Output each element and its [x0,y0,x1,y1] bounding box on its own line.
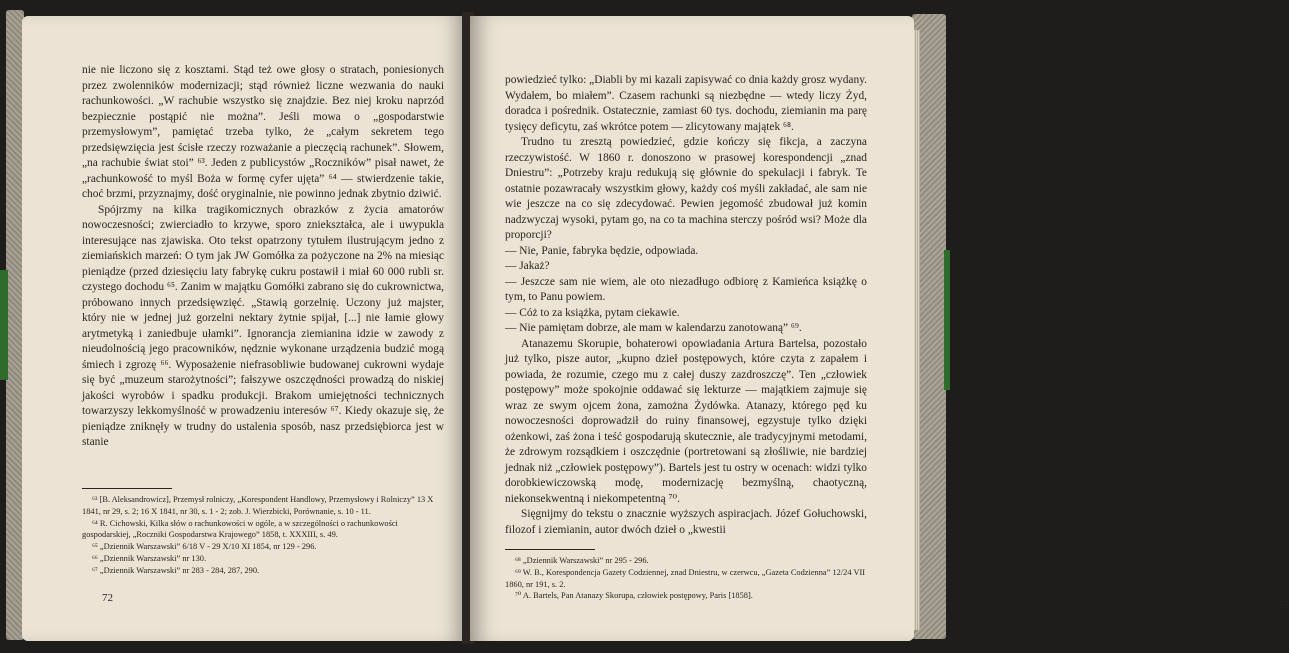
right-paragraph-2: Trudno tu zresztą powiedzieć, gdzie kończy się fikcja, a zaczyna rzeczywistość. W 1860 r. donoszono w prasowej korespondencji „znad Dniestru”: „Potrzeby kraju redukują się głównie do spekulacji i fabryk. Te ostatnie pozawracały wszystkim głowy, każdy coś myśli zakładać, ale sam nie wie jeszcze na co się zdecydować. Pewien jegomość zbudował już komin nadzwyczaj wysoki, pytam go, na co ta machina sterczy pośród wsi? Może dla proporcji? [505,136,867,241]
dialogue-line-2: — Jakaż? [505,260,550,272]
footnote-69: ⁶⁹ W. B., Korespondencja Gazety Codziennej, znad Dniestru, w czerwcu, „Gazeta Codzienna” 12/24 VII 1860, nr 191, s. 2. [505,567,866,589]
left-page-body [82,63,444,451]
background-green-strip-right [944,250,950,390]
footnote-divider [82,488,172,489]
right-footnotes [505,555,867,602]
left-paragraph-2: Spójrzmy na kilka tragikomicznych obrazków z życia amatorów nowoczesności; zwierciadło to krzywe, sporo zniekształca, ale i uwypukla interesujące nas zjawiska. Oto tekst opatrzony tytułem ilustrującym jedno z ziemiańskich marzeń: O tym jak JW Gomółka za pożyczone na 2% na miesiąc pieniądze (przed dziesięciu laty fabrykę cukru postawił i miał 60 000 rubli sr. czystego dochodu ⁶⁵. Zanim w majątku Gomółki zabrano się do cukrownictwa, próbowano innych przedsięwzięć. „Stawią gorzelnię. Uczony już majster, który nie w jednej już gorzelni nektary żytnie spijał, [...] nie łamie głowy arytmetyką i zaniedbuje ułamki”. Ignorancja ziemianina idzie w zawody z nieudolnością jego pracowników, nędznie wykonane urządzenia budzić mogą śmiech i zgrozę ⁶⁶. Wyposażenie niefrasobliwie budowanej cukrowni wydaje się być „muzeum starożytności”; fałszywe oszczędności prowadzą do niskiej jakości wyrobów i spadku produkcji. Brakom umiejętności technicznych towarzyszy lekkomyślność w prowadzeniu interesów ⁶⁷. Kiedy okazuje się, że pieniądze zniknęły w trudny do ustalenia sposób, nasz przedsiębiorca jest w stanie [82,203,444,448]
right-page-body [505,73,867,538]
left-page [22,16,466,641]
left-paragraph-1: nie nie liczono się z kosztami. Stąd też owe głosy o stratach, poniesionych przez zwolenników modernizacji; stąd również liczne wezwania do nauki rachunkowości. „W rachubie wszystko się znajdzie. Bez niej kroku naprzód bezpiecznie postąpić nie można”. Jeśli mowa o „gospodarstwie przemysłowym”, pamiętać trzeba tylko, że „całym sekretem tego przedsięwzięcia jest ścisłe rzeczy rozważanie a pieczęcią rachunek”. Słowem, „na rachubie świat stoi” ⁶³. Jeden z publicystów „Roczników” pisał nawet, że „rachunkowość to myśl Boża w formę cyfer ujęta” ⁶⁴ — stwierdzenie takie, choć brzmi, przyznajmy, dość oryginalnie, nie powinno jednak zbytnio dziwić. [82,64,444,200]
footnote-68: ⁶⁸ „Dziennik Warszawski” nr 295 - 296. [515,556,649,565]
footnote-divider-right [505,549,595,550]
right-paragraph-3: Atanazemu Skorupie, bohaterowi opowiadania Artura Bartelsa, pozostało już tylko, pisze autor, „kupno dzieł postępowych, które czyta z zapałem i powiada, że rozumie, czego mu z całej duszy zazdroszczę”. Ten „człowiek postępowy” może spokojnie oddawać się lekturze — majątkiem zajmuje się wraz ze swym ojcem żona, zamożna Żydówka. Atanazy, którego pęd ku nowoczesności doprowadził do ruiny finansowej, egzystuje tylko dzięki ożenkowi, zaś żona i teść gospodarują skutecznie, ale tradycyjnymi metodami, że zdrowym rozsądkiem i oszczędnie (portretowani są złośliwie, nie bardziej jednak niż „człowiek postępowy”). Bartels jest tu ostry w ocenach: widzi tylko dorobkiewiczowską modę, modernizację bezmyślną, chaotyczną, niekonsekwentną i niekompetentną ⁷⁰. [505,337,867,505]
right-paragraph-1: powiedzieć tylko: „Diabli by mi kazali zapisywać co dnia każdy grosz wydany. Wydałem, bo miałem”. Czasem rachunki są niezbędne — wtedy liczy Żyd, doradca i pośrednik. Ostatecznie, zamiast 60 tys. dochodu, ziemianin ma parę tysięcy deficytu, zaś wkrótce potem — zlicytowany majątek ⁶⁸. [505,74,867,133]
dialogue-line-5: — Nie pamiętam dobrze, ale mam w kalendarzu zanotowaną” ⁶⁹. [505,322,802,334]
page-block-edge [914,30,920,630]
dialogue-line-4: — Cóż to za książka, pytam ciekawie. [505,306,680,319]
footnote-70: ⁷⁰ A. Bartels, Pan Atanazy Skorupa, człowiek postępowy, Paris [1858]. [515,591,753,601]
footnote-64: ⁶⁴ R. Cichowski, Kilka słów o rachunkowości w ogóle, a w szczególności o rachunkowości gospodarskiej, „Roczniki Gospodarstwa Krajowego” 1858, t. XXXIII, s. 49. [82,518,398,540]
footnote-63: ⁶³ [B. Aleksandrowicz], Przemysł rolniczy, „Korespondent Handlowy, Przemysłowy i Rolniczy” 13 X 1841, nr 29, s. 2; 16 X 1841, nr 30, s. 1 - 2; zob. J. Wierzbicki, Porównanie, s. 10 - 11. [82,495,434,516]
background-green-strip [0,270,8,380]
right-page [470,16,1289,641]
left-footnotes [82,494,444,577]
footnote-67: ⁶⁷ „Dziennik Warszawski” nr 283 - 284, 287, 290. [92,565,260,575]
right-paragraph-4: Sięgnijmy do tekstu o znacznie wyższych aspiracjach. Józef Gołuchowski, filozof i ziemianin, autor dwóch dzieł o „kwestii [505,508,867,536]
dialogue-line-1: — Nie, Panie, fabryka będzie, odpowiada. [505,244,699,257]
page-number-left: 72 [102,592,113,604]
dialogue-line-3: — Jeszcze sam nie wiem, ale oto niezadługo odbiorę z Kamieńca książkę o tym, to Panu powiem. [505,275,867,303]
footnote-66: ⁶⁶ „Dziennik Warszawski” nr 130. [92,553,207,563]
page-number-right: 73 [1278,599,1289,611]
footnote-65: ⁶⁵ „Dziennik Warszawski” 6/18 V - 29 X/10 XI 1854, nr 129 - 296. [92,542,317,552]
